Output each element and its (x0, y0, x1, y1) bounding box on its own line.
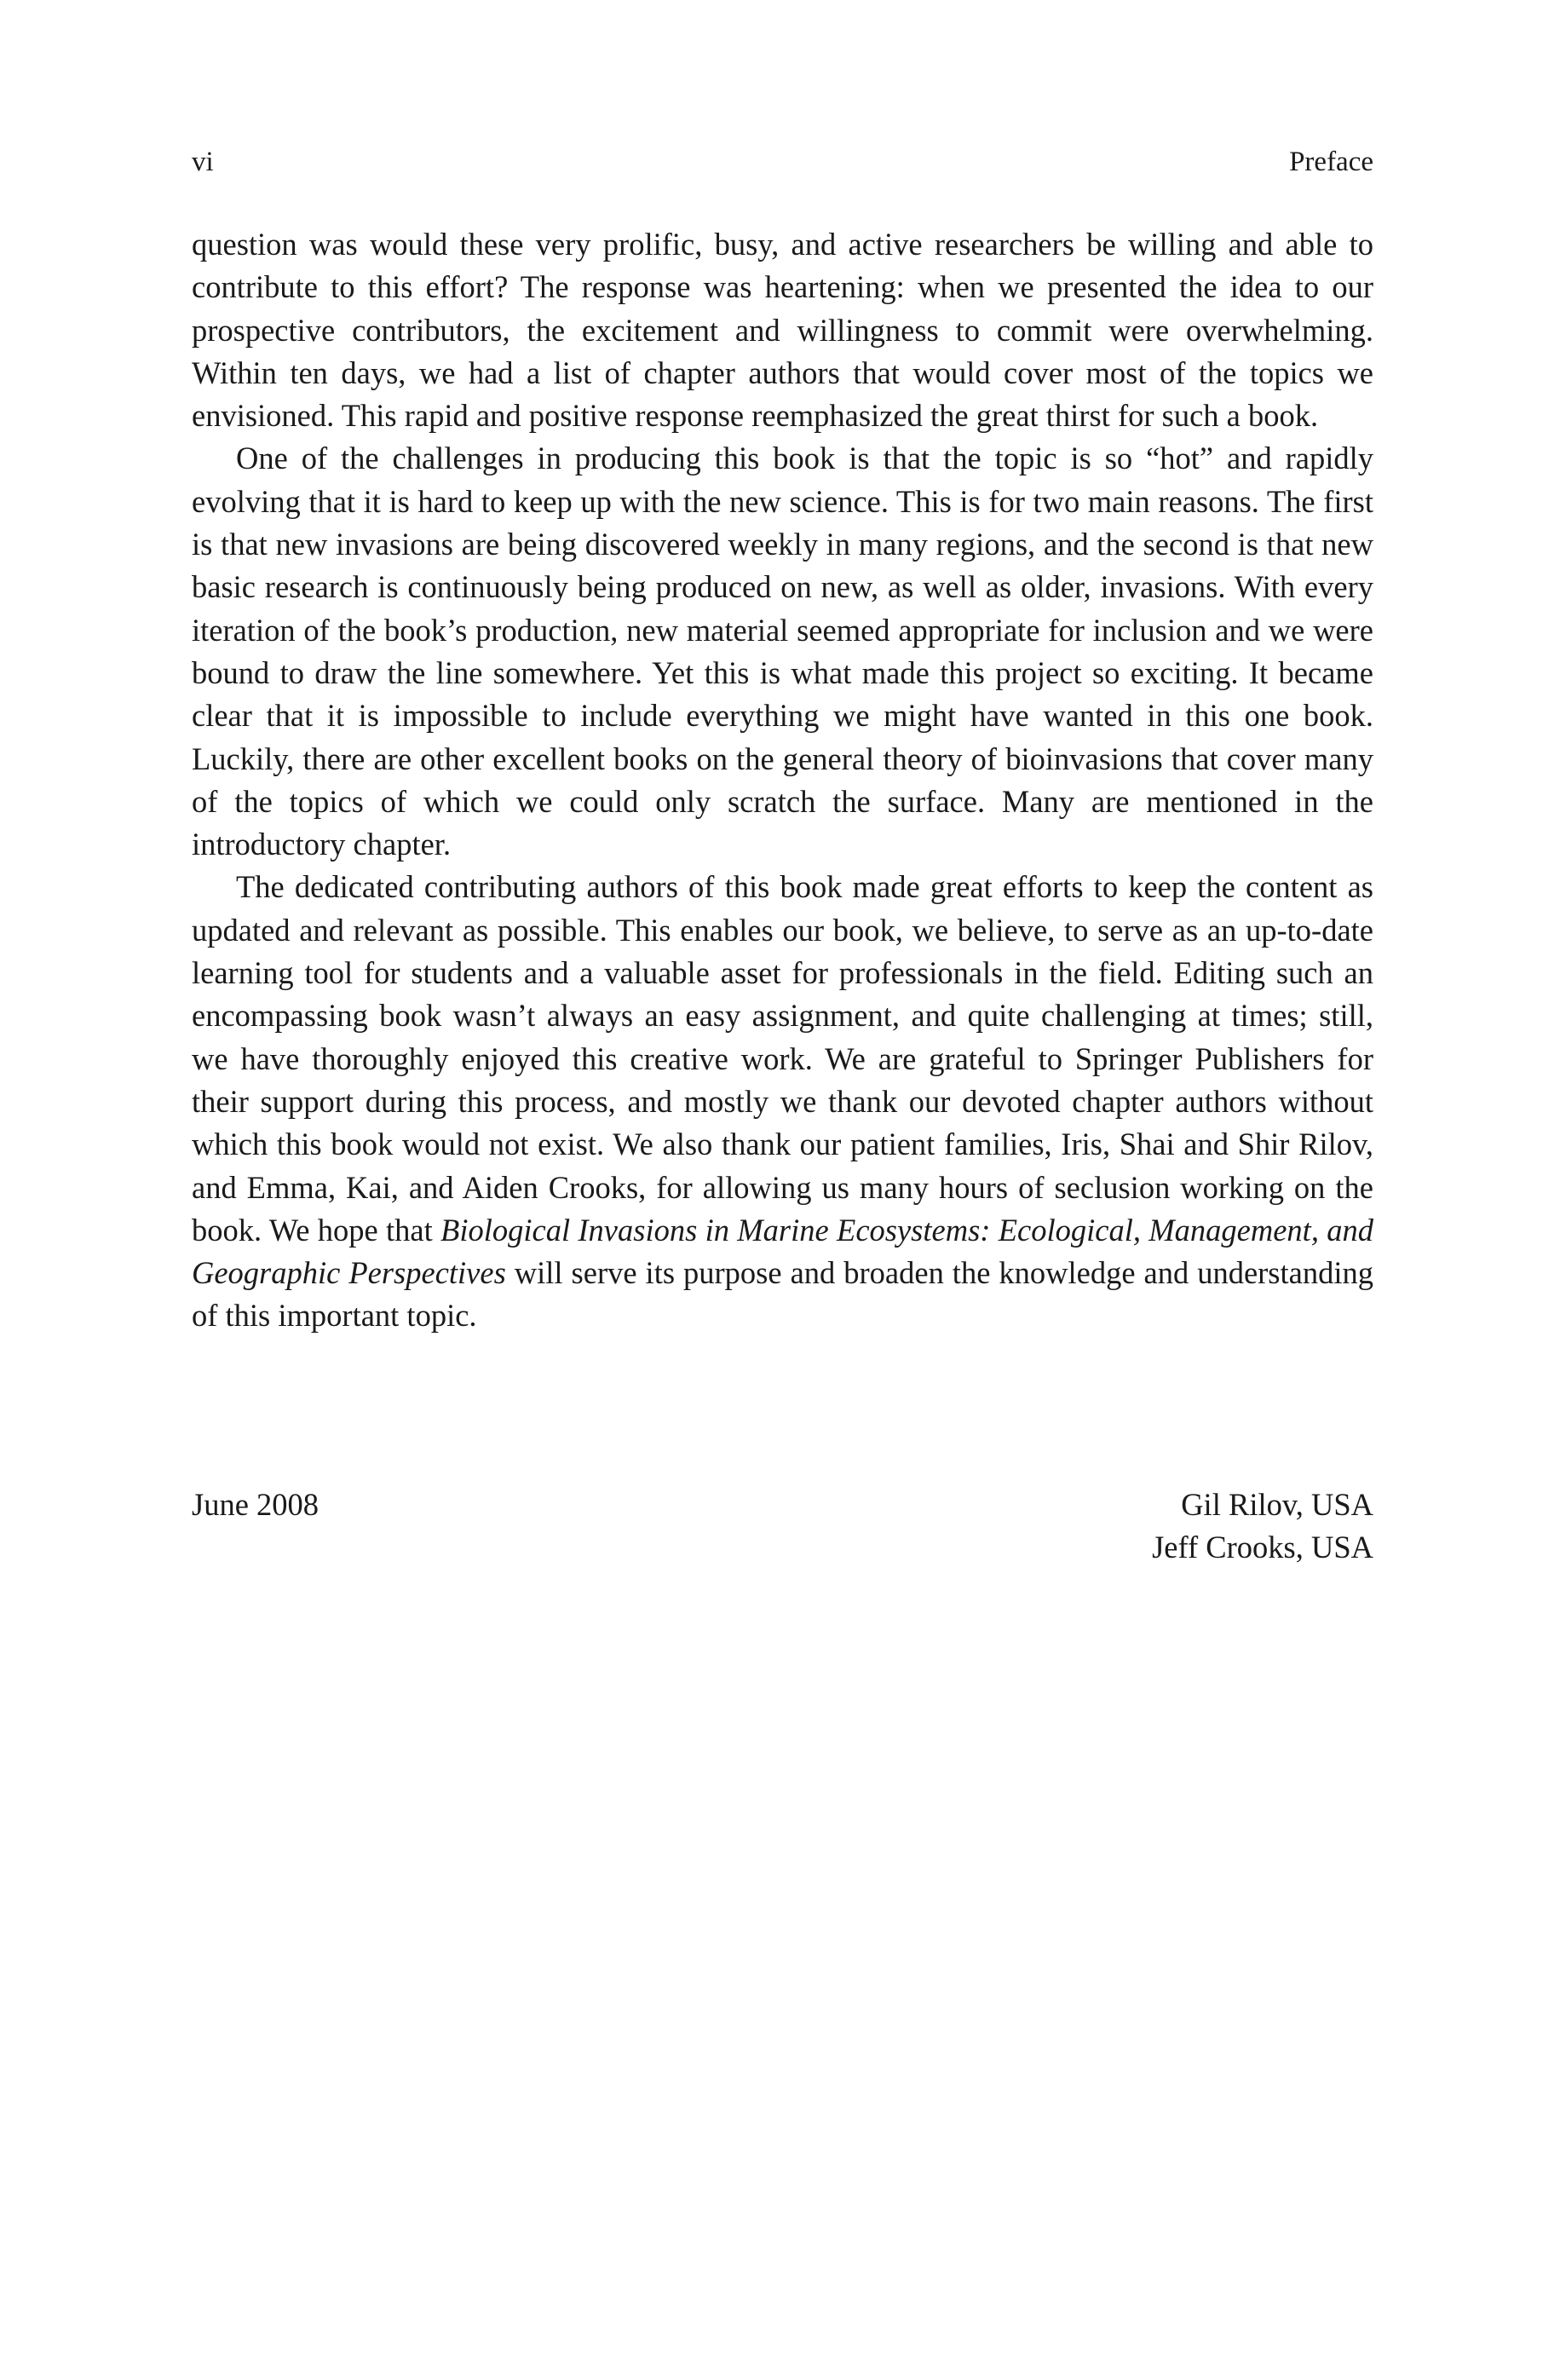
acknowledgements-text-after: will serve its purpose and broaden the knowledge and understanding of this important topic. (192, 1255, 1373, 1334)
paragraph-challenges: One of the challenges in producing this book is that the topic is so “hot” and rapidly evolving that it is hard to keep up with the new science. This is for two main reasons. The first is that new invasions are being discovered weekly in many regions, and the second is that new basic research is continuously being produced on new, as well as older, invasions. With every iteration of the book’s production, new material seemed appropriate for inclusion and we were bound to draw the line somewhere. Yet this is what made this project so exciting. It became clear that it is impossible to include everything we might have wanted in this one book. Luckily, there are other excellent books on the general theory of bioinvasions that cover many of the topics of which we could only scratch the surface. Many are mentioned in the introductory chapter. (192, 441, 1373, 862)
paragraph-continued: question was would these very prolific, busy, and active researchers be willing and able to contribute to this effort? The response was heartening: when we presented the idea to our prospective contributors, the excitement and willingness to commit were overwhelming. Within ten days, we had a list of chapter authors that would cover most of the topics we envisioned. This rapid and positive response reemphasized the great thirst for such a book. (192, 227, 1373, 434)
page-number: vi (192, 147, 214, 177)
preface-body (192, 223, 1373, 1338)
running-head (192, 143, 1373, 181)
paragraph-acknowledgements (192, 866, 1373, 1337)
signoff-authors (1152, 1484, 1373, 1570)
section-title: Preface (1289, 147, 1373, 177)
book-title: Biological Invasions in Marine Ecosystems: Ecological, Management, and Geographic Perspectives (192, 1212, 1373, 1291)
author-name: Gil Rilov, USA (1181, 1487, 1373, 1522)
author-name: Jeff Crooks, USA (1152, 1530, 1373, 1565)
signoff-date: June 2008 (192, 1487, 319, 1522)
acknowledgements-text-before: The dedicated contributing authors of this book made great efforts to keep the content as updated and relevant as possible. This enables our book, we believe, to serve as an up-to-date learning tool for students and a valuable asset for professionals in the field. Editing such an encompassing book wasn’t always an easy assignment, and quite challenging at times; still, we have thoroughly enjoyed this creative work. We are grateful to Springer Publishers for their support during this process, and mostly we thank our devoted chapter authors without which this book would not exist. We also thank our patient families, Iris, Shai and Shir Rilov, and Emma, Kai, and Aiden Crooks, for allowing us many hours of seclusion working on the book. We hope that (192, 869, 1373, 1248)
